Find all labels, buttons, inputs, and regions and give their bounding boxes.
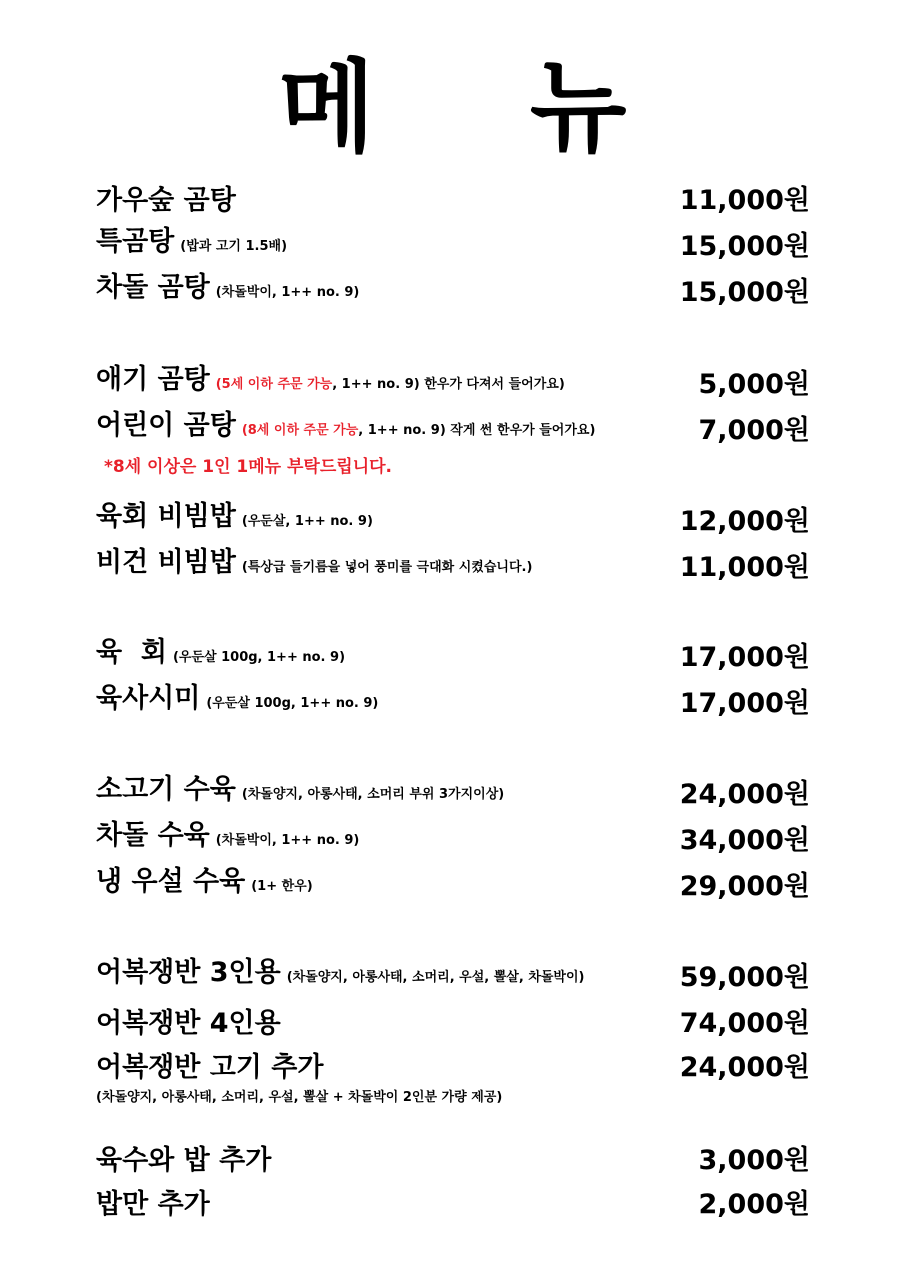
item-note: (차돌양지, 아롱사태, 소머리, 우설, 뽈살, 차돌박이) — [286, 970, 585, 985]
item-price: 7,000원 — [698, 415, 810, 446]
item-note: (우둔살 100g, 1++ no. 9) — [206, 696, 379, 711]
menu-item — [96, 1182, 810, 1228]
item-name: 냉 우설 수육 — [96, 866, 246, 897]
item-name-wrap — [96, 409, 595, 448]
item-price: 24,000원 — [679, 779, 810, 810]
menu-item — [96, 955, 810, 1001]
item-name: 소고기 수육 — [96, 774, 236, 805]
item-price: 24,000원 — [679, 1052, 810, 1083]
menu-title: 메 뉴 — [278, 49, 687, 166]
menu-item — [96, 408, 810, 454]
menu-item — [96, 499, 810, 545]
item-note: (우둔살, 1++ no. 9) — [241, 514, 373, 529]
item-note: (차돌양지, 아롱사태, 소머리 부위 3가지이상) — [241, 787, 505, 802]
item-price: 17,000원 — [679, 642, 810, 673]
item-name-wrap — [96, 682, 378, 721]
menu-item — [96, 545, 810, 591]
item-name-wrap — [96, 546, 532, 585]
menu-item — [96, 772, 810, 818]
item-name-wrap — [96, 865, 313, 904]
item-price: 2,000원 — [698, 1189, 810, 1220]
item-note — [242, 423, 596, 438]
item-name: 어복쟁반 4인용 — [96, 1008, 281, 1039]
menu-item — [96, 1045, 810, 1091]
item-price: 34,000원 — [679, 825, 810, 856]
menu-item — [96, 224, 810, 270]
item-name: 밥만 추가 — [96, 1189, 210, 1220]
item-name-wrap — [96, 500, 373, 539]
menu-item — [96, 681, 810, 727]
item-note: (우둔살 100g, 1++ no. 9) — [172, 650, 346, 665]
item-note-rest: , 1++ no. 9) 한우가 다져서 들어가요) — [332, 377, 565, 392]
menu-item — [96, 1138, 810, 1184]
menu-item — [96, 270, 810, 316]
item-name-wrap — [96, 225, 287, 264]
menu-item — [96, 635, 810, 681]
item-price: 74,000원 — [679, 1008, 810, 1039]
item-name: 차돌 수육 — [96, 820, 210, 851]
item-name-wrap — [96, 271, 359, 310]
menu-item — [96, 864, 810, 910]
item-price: 5,000원 — [698, 369, 810, 400]
item-price: 17,000원 — [679, 688, 810, 719]
item-name: 육회 비빔밥 — [96, 501, 236, 532]
item-name: 가우숲 곰탕 — [96, 185, 236, 216]
age-notice: *8세 이상은 1인 1메뉴 부탁드립니다. — [104, 457, 392, 477]
item-note — [216, 377, 565, 392]
item-name: 애기 곰탕 — [96, 364, 210, 395]
item-name-wrap — [96, 773, 504, 812]
item-name-wrap — [96, 956, 585, 995]
item-price: 29,000원 — [679, 871, 810, 902]
item-price: 59,000원 — [679, 962, 810, 993]
menu-item — [96, 818, 810, 864]
item-note-rest: , 1++ no. 9) 작게 썬 한우가 들어가요) — [358, 423, 596, 438]
item-name-wrap — [96, 363, 565, 402]
item-name-wrap — [96, 636, 345, 675]
extra-meat-detail: (차돌양지, 아롱사태, 소머리, 우설, 뽈살 + 차돌박이 2인분 가량 제공) — [96, 1090, 503, 1105]
menu-item — [96, 362, 810, 408]
item-price: 12,000원 — [679, 506, 810, 537]
item-name: 특곰탕 — [96, 226, 175, 257]
item-name: 육사시미 — [96, 683, 201, 714]
item-price: 15,000원 — [679, 231, 810, 262]
item-note: (차돌박이, 1++ no. 9) — [215, 285, 360, 300]
item-note: (특상급 들기름을 넣어 풍미를 극대화 시켰습니다.) — [241, 560, 533, 575]
item-name: 비건 비빔밥 — [96, 547, 236, 578]
item-note-highlight: (5세 이하 주문 가능 — [215, 377, 333, 392]
item-note-highlight: (8세 이하 주문 가능 — [241, 423, 359, 438]
item-name-wrap — [96, 819, 359, 858]
menu-item — [96, 1001, 810, 1047]
item-price: 11,000원 — [679, 552, 810, 583]
item-price: 3,000원 — [698, 1145, 810, 1176]
item-name: 육 회 — [96, 637, 167, 668]
item-price: 15,000원 — [679, 277, 810, 308]
item-note: (1+ 한우) — [251, 879, 313, 894]
item-name: 어복쟁반 고기 추가 — [96, 1052, 324, 1083]
item-note: (밥과 고기 1.5배) — [180, 239, 288, 254]
item-name: 차돌 곰탕 — [96, 272, 210, 303]
item-note: (차돌박이, 1++ no. 9) — [215, 833, 360, 848]
item-name: 어린이 곰탕 — [96, 410, 236, 441]
item-price: 11,000원 — [679, 185, 810, 216]
menu-item — [96, 178, 810, 224]
item-name: 육수와 밥 추가 — [96, 1145, 272, 1176]
item-name: 어복쟁반 3인용 — [96, 957, 281, 988]
